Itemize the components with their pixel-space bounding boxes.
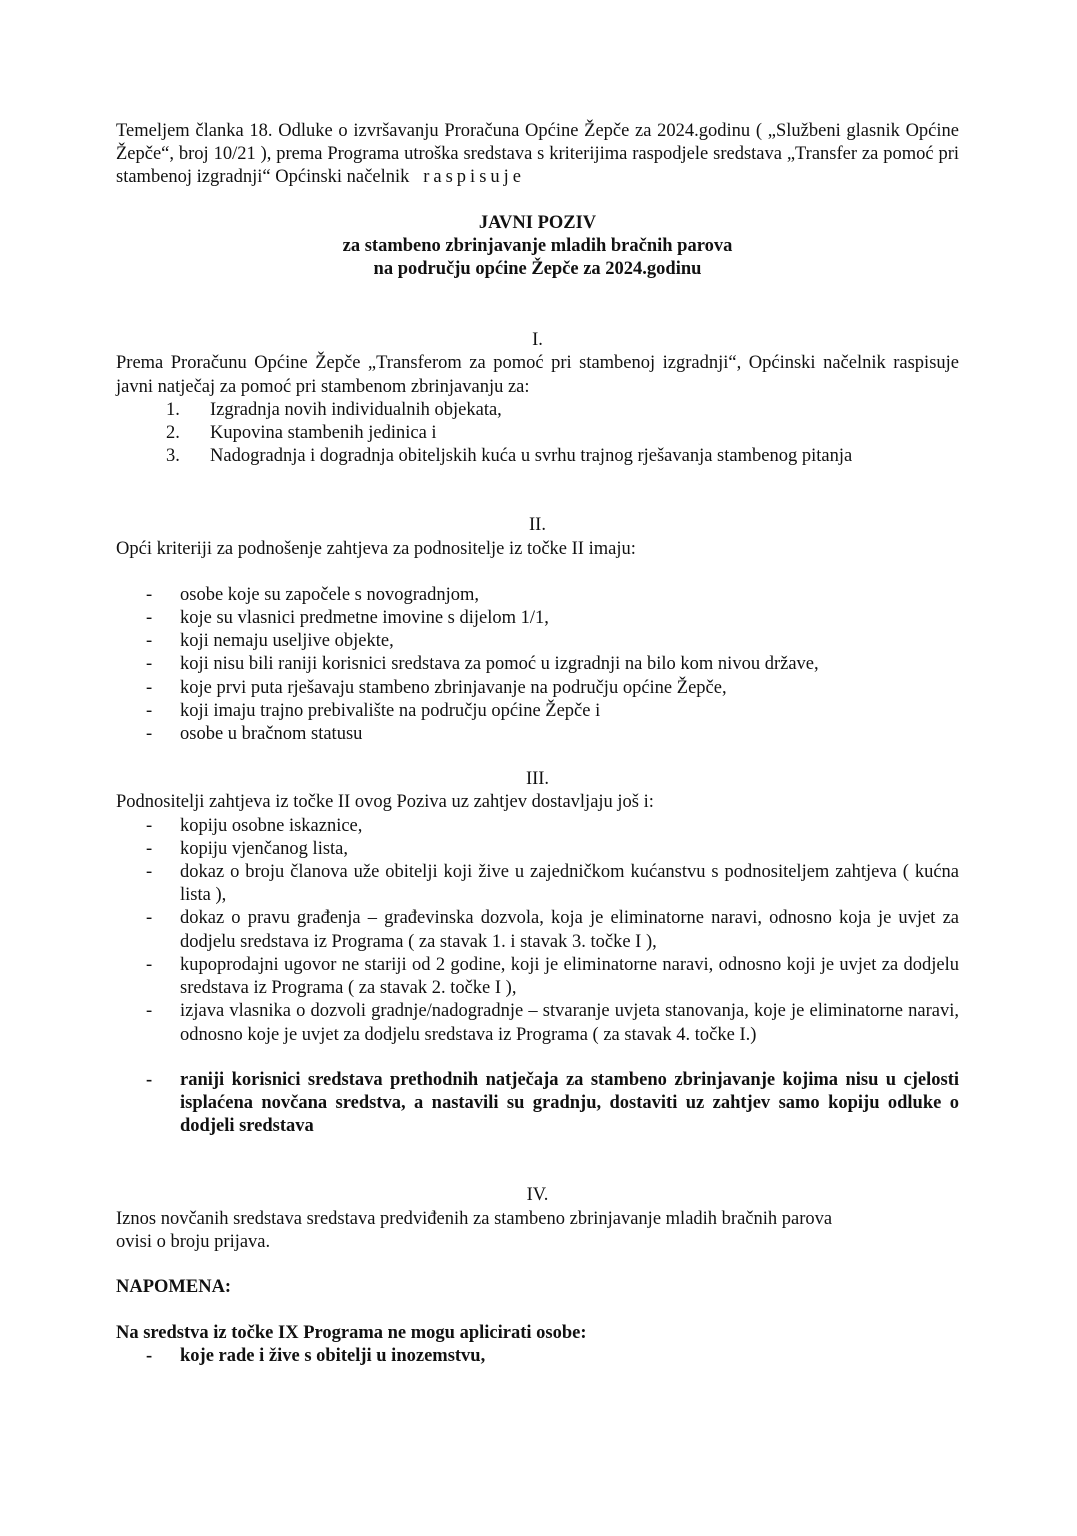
section-4-text-2: ovisi o broju prijava.: [116, 1231, 271, 1252]
list-item: - koji nemaju useljive objekte,: [146, 631, 394, 652]
section-3-text: Podnositelji zahtjeva iz točke II ovog Poziva uz zahtjev dostavljaju još i:: [116, 792, 654, 813]
list-item: - koje rade i žive s obitelji u inozemstvu,: [146, 1346, 486, 1367]
list-item: - raniji korisnici sredstava prethodnih natječaja za stambeno zbrinjavanje kojima nisu u cjelosti isplaćena novčana sredstva, a nastavili su gradnju, dostaviti uz zahtjev samo kopiju odluke o dodjeli sredstava: [146, 1069, 959, 1137]
section-4-text-1: Iznos novčanih sredstava sredstava predviđenih za stambeno zbrinjavanje mladih bračnih parova: [116, 1208, 833, 1229]
section-3-bold-note: [116, 1069, 959, 1139]
title-subtitle-2: na području općine Žepče za 2024.godinu: [373, 259, 702, 280]
title-main: JAVNI POZIV: [478, 212, 597, 233]
title-subtitle-1: za stambeno zbrinjavanje mladih bračnih parova: [342, 235, 733, 256]
section-1-list: [116, 399, 959, 469]
list-item: 2. Kupovina stambenih jedinica i: [166, 423, 437, 444]
intro-text: Temeljem članka 18. Odluke o izvršavanju Proračuna Općine Žepče za 2024.godinu ( „Službeni glasnik Općine Žepče“, broj 10/21 ), prema Programa utroška sredstava s kriterijima raspodjele sredstava „Transfer za pomoć pri stambenoj izgradnji“ Općinski načelnik: [116, 121, 959, 188]
section-2-text: Opći kriteriji za podnošenje zahtjeva za podnositelje iz točke II imaju:: [116, 538, 636, 559]
list-item: - koji nisu bili raniji korisnici sredstava za pomoć u izgradnji na bilo kom nivou države,: [146, 654, 819, 675]
section-1-numeral: I.: [532, 330, 543, 351]
list-item: - osobe u bračnom statusu: [146, 724, 363, 745]
intro-paragraph: [116, 120, 959, 190]
section-3-list: [116, 815, 959, 1047]
list-item: - koje prvi puta rješavaju stambeno zbrinjavanje na području općine Žepče,: [146, 677, 727, 698]
list-item: - koji imaju trajno prebivalište na području općine Žepče i: [146, 700, 601, 721]
intro-raspisuje: raspisuje: [423, 167, 525, 188]
list-item: - kopiju vjenčanog lista,: [146, 838, 349, 859]
note-text: Na sredstva iz točke IX Programa ne mogu aplicirati osobe:: [116, 1323, 587, 1344]
note-list: [116, 1345, 959, 1368]
list-item: - dokaz o broju članova uže obitelji koji žive u zajedničkom kućanstvu s podnositeljem zahtjeva ( kućna lista ),: [146, 862, 959, 906]
list-item: - kopiju osobne iskaznice,: [146, 815, 363, 836]
document-body: [116, 120, 959, 1369]
list-item: - dokaz o pravu građenja – građevinska dozvola, koja je eliminatorne naravi, odnosno koja je uvjet za dodjelu sredstava iz Programa ( za stavak 1. i stavak 3. točke I ),: [146, 908, 959, 952]
section-4-numeral: IV.: [526, 1185, 549, 1206]
section-1-text: Prema Proračunu Općine Žepče „Transferom za pomoć pri stambenoj izgradnji“, Općinski načelnik raspisuje javni natječaj za pomoć pri stambenom zbrinjavanju za:: [116, 353, 959, 397]
list-item: - osobe koje su započele s novogradnjom,: [146, 584, 480, 605]
list-item: 1. Izgradnja novih individualnih objekata,: [166, 399, 502, 420]
list-item: 3. Nadogradnja i dogradnja obiteljskih kuća u svrhu trajnog rješavanja stambenog pitanja: [166, 446, 853, 467]
list-item: - koje su vlasnici predmetne imovine s dijelom 1/1,: [146, 608, 549, 629]
note-heading: NAPOMENA:: [116, 1276, 232, 1297]
list-item: - izjava vlasnika o dozvoli gradnje/nadogradnje – stvaranje uvjeta stanovanja, koje je eliminatorne naravi, odnosno koje je uvjet za dodjelu sredstava iz Programa ( za stavak 4. točke I.): [146, 1001, 959, 1045]
section-2-numeral: II.: [529, 515, 546, 536]
list-item: - kupoprodajni ugovor ne stariji od 2 godine, koji je eliminatorne naravi, odnosno koji je uvjet za dodjelu sredstava iz Programa ( za stavak 2. točke I ),: [146, 954, 959, 999]
section-2-list: [116, 584, 959, 746]
section-3-numeral: III.: [525, 769, 550, 790]
